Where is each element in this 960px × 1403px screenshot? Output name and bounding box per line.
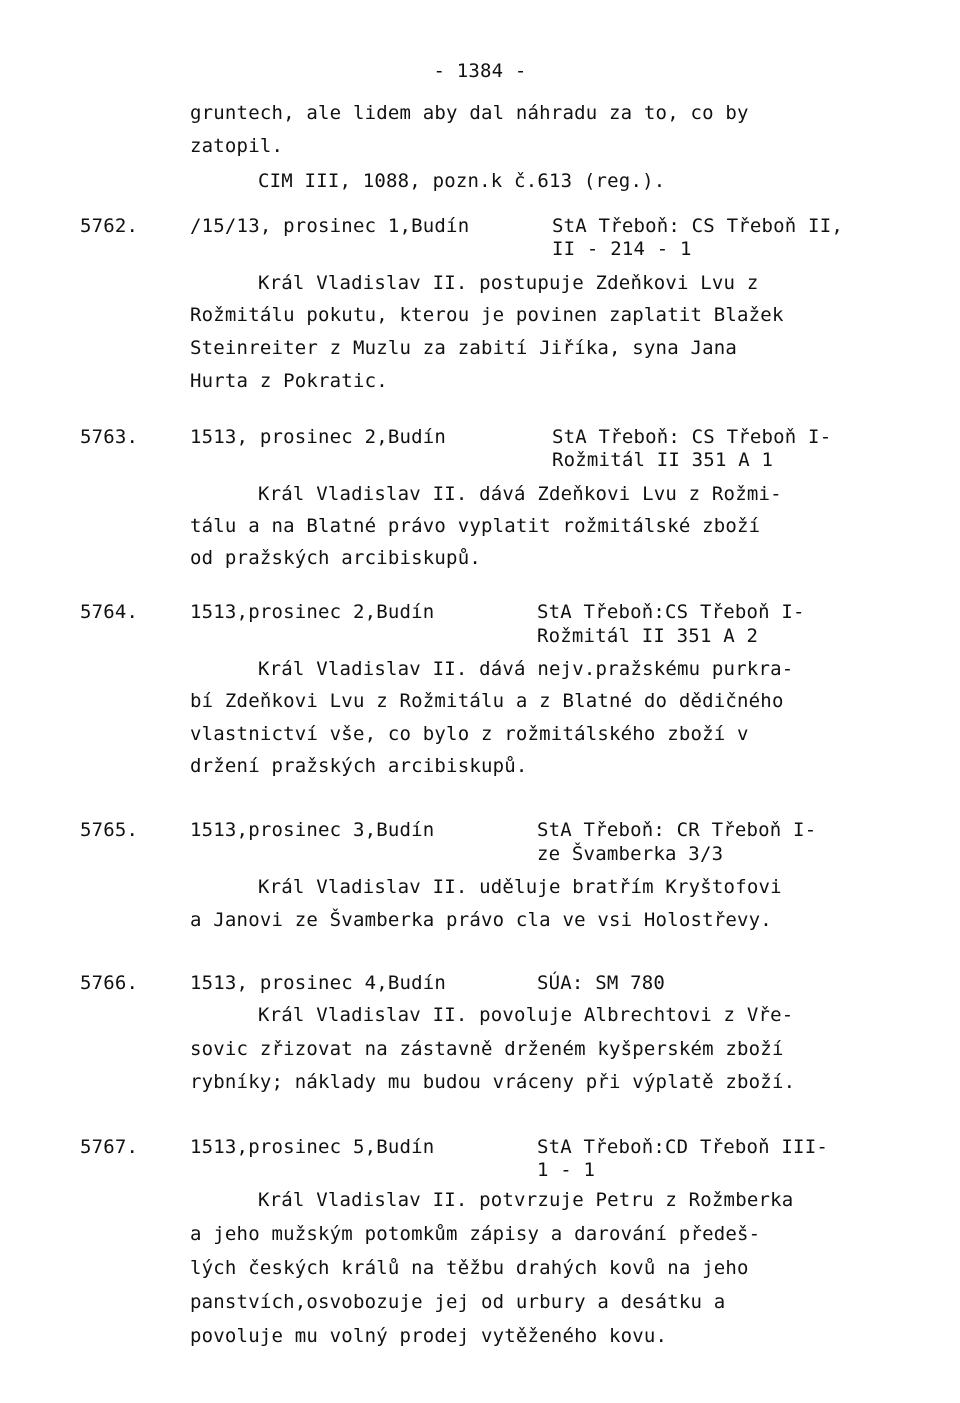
page-number: - 1384 - [433,60,527,82]
entry-number: 5762. [80,215,139,237]
entry-text-line: rybníky; náklady mu budou vráceny při výplatě zboží. [190,1071,796,1093]
entry-text-line: Král Vladislav II. dává Zdeňkovi Lvu z Rožmi- [258,483,782,505]
entry-archive: SÚA: SM 780 [537,972,666,994]
entry-text-line: Steinreiter z Muzlu za zabití Jiříka, syna Jana [190,337,738,359]
entry-number: 5765. [80,819,139,841]
entry-archive: ze Švamberka 3/3 [537,843,724,865]
carryover-reference: CIM III, 1088, pozn.k č.613 (reg.). [258,170,666,192]
entry-text-line: vlastnictví vše, co bylo z rožmitálského zboží v [190,723,749,745]
entry-text-line: Král Vladislav II. povoluje Albrechtovi z Vře- [258,1004,794,1026]
entry-text-line: od pražských arcibiskupů. [190,547,481,569]
entry-text-line: povoluje mu volný prodej vytěženého kovu. [190,1325,668,1347]
entry-archive: 1 - 1 [537,1159,596,1181]
entry-archive: StA Třeboň: CS Třeboň I- [552,426,832,448]
entry-number: 5764. [80,601,139,623]
entry-date: 1513,prosinec 2,Budín [190,601,435,623]
carryover-line: gruntech, ale lidem aby dal náhradu za to, co by [190,102,749,124]
entry-text-line: Král Vladislav II. postupuje Zdeňkovi Lvu z [258,272,759,294]
entry-text-line: tálu a na Blatné právo vyplatit rožmitálské zboží [190,515,761,537]
entry-text-line: a Janovi ze Švamberka právo cla ve vsi Holostřevy. [190,909,772,931]
entry-text-line: lých českých králů na těžbu drahých kovů na jeho [190,1257,749,1279]
entry-archive: StA Třeboň:CD Třeboň III- [537,1136,828,1158]
entry-text-line: Král Vladislav II. potvrzuje Petru z Rožmberka [258,1189,794,1211]
entry-number: 5767. [80,1136,139,1158]
entry-text-line: Král Vladislav II. uděluje bratřím Kryštofovi [258,876,782,898]
entry-number: 5766. [80,972,139,994]
entry-date: 1513, prosinec 2,Budín [190,426,447,448]
entry-text-line: bí Zdeňkovi Lvu z Rožmitálu a z Blatné do dědičného [190,690,784,712]
entry-date: /15/13, prosinec 1,Budín [190,215,470,237]
entry-number: 5763. [80,426,139,448]
entry-archive: StA Třeboň: CS Třeboň II, [552,215,843,237]
entry-text-line: panstvích,osvobozuje jej od urbury a desátku a [190,1291,726,1313]
entry-archive: StA Třeboň: CR Třeboň I- [537,819,817,841]
carryover-line: zatopil. [190,135,284,157]
entry-text-line: Král Vladislav II. dává nejv.pražskému purkra- [258,658,794,680]
entry-archive: Rožmitál II 351 A 2 [537,625,759,647]
entry-archive: StA Třeboň:CS Třeboň I- [537,601,805,623]
entry-text-line: Hurta z Pokratic. [190,370,388,392]
entry-archive: Rožmitál II 351 A 1 [552,449,774,471]
entry-date: 1513, prosinec 4,Budín [190,972,447,994]
entry-archive: II - 214 - 1 [552,238,692,260]
entry-text-line: držení pražských arcibiskupů. [190,755,528,777]
entry-date: 1513,prosinec 5,Budín [190,1136,435,1158]
entry-text-line: Rožmitálu pokutu, kterou je povinen zaplatit Blažek [190,304,784,326]
entry-text-line: a jeho mužským potomkům zápisy a darování předeš- [190,1223,761,1245]
entry-date: 1513,prosinec 3,Budín [190,819,435,841]
entry-text-line: sovic zřizovat na zástavně drženém kyšperském zboží [190,1038,784,1060]
